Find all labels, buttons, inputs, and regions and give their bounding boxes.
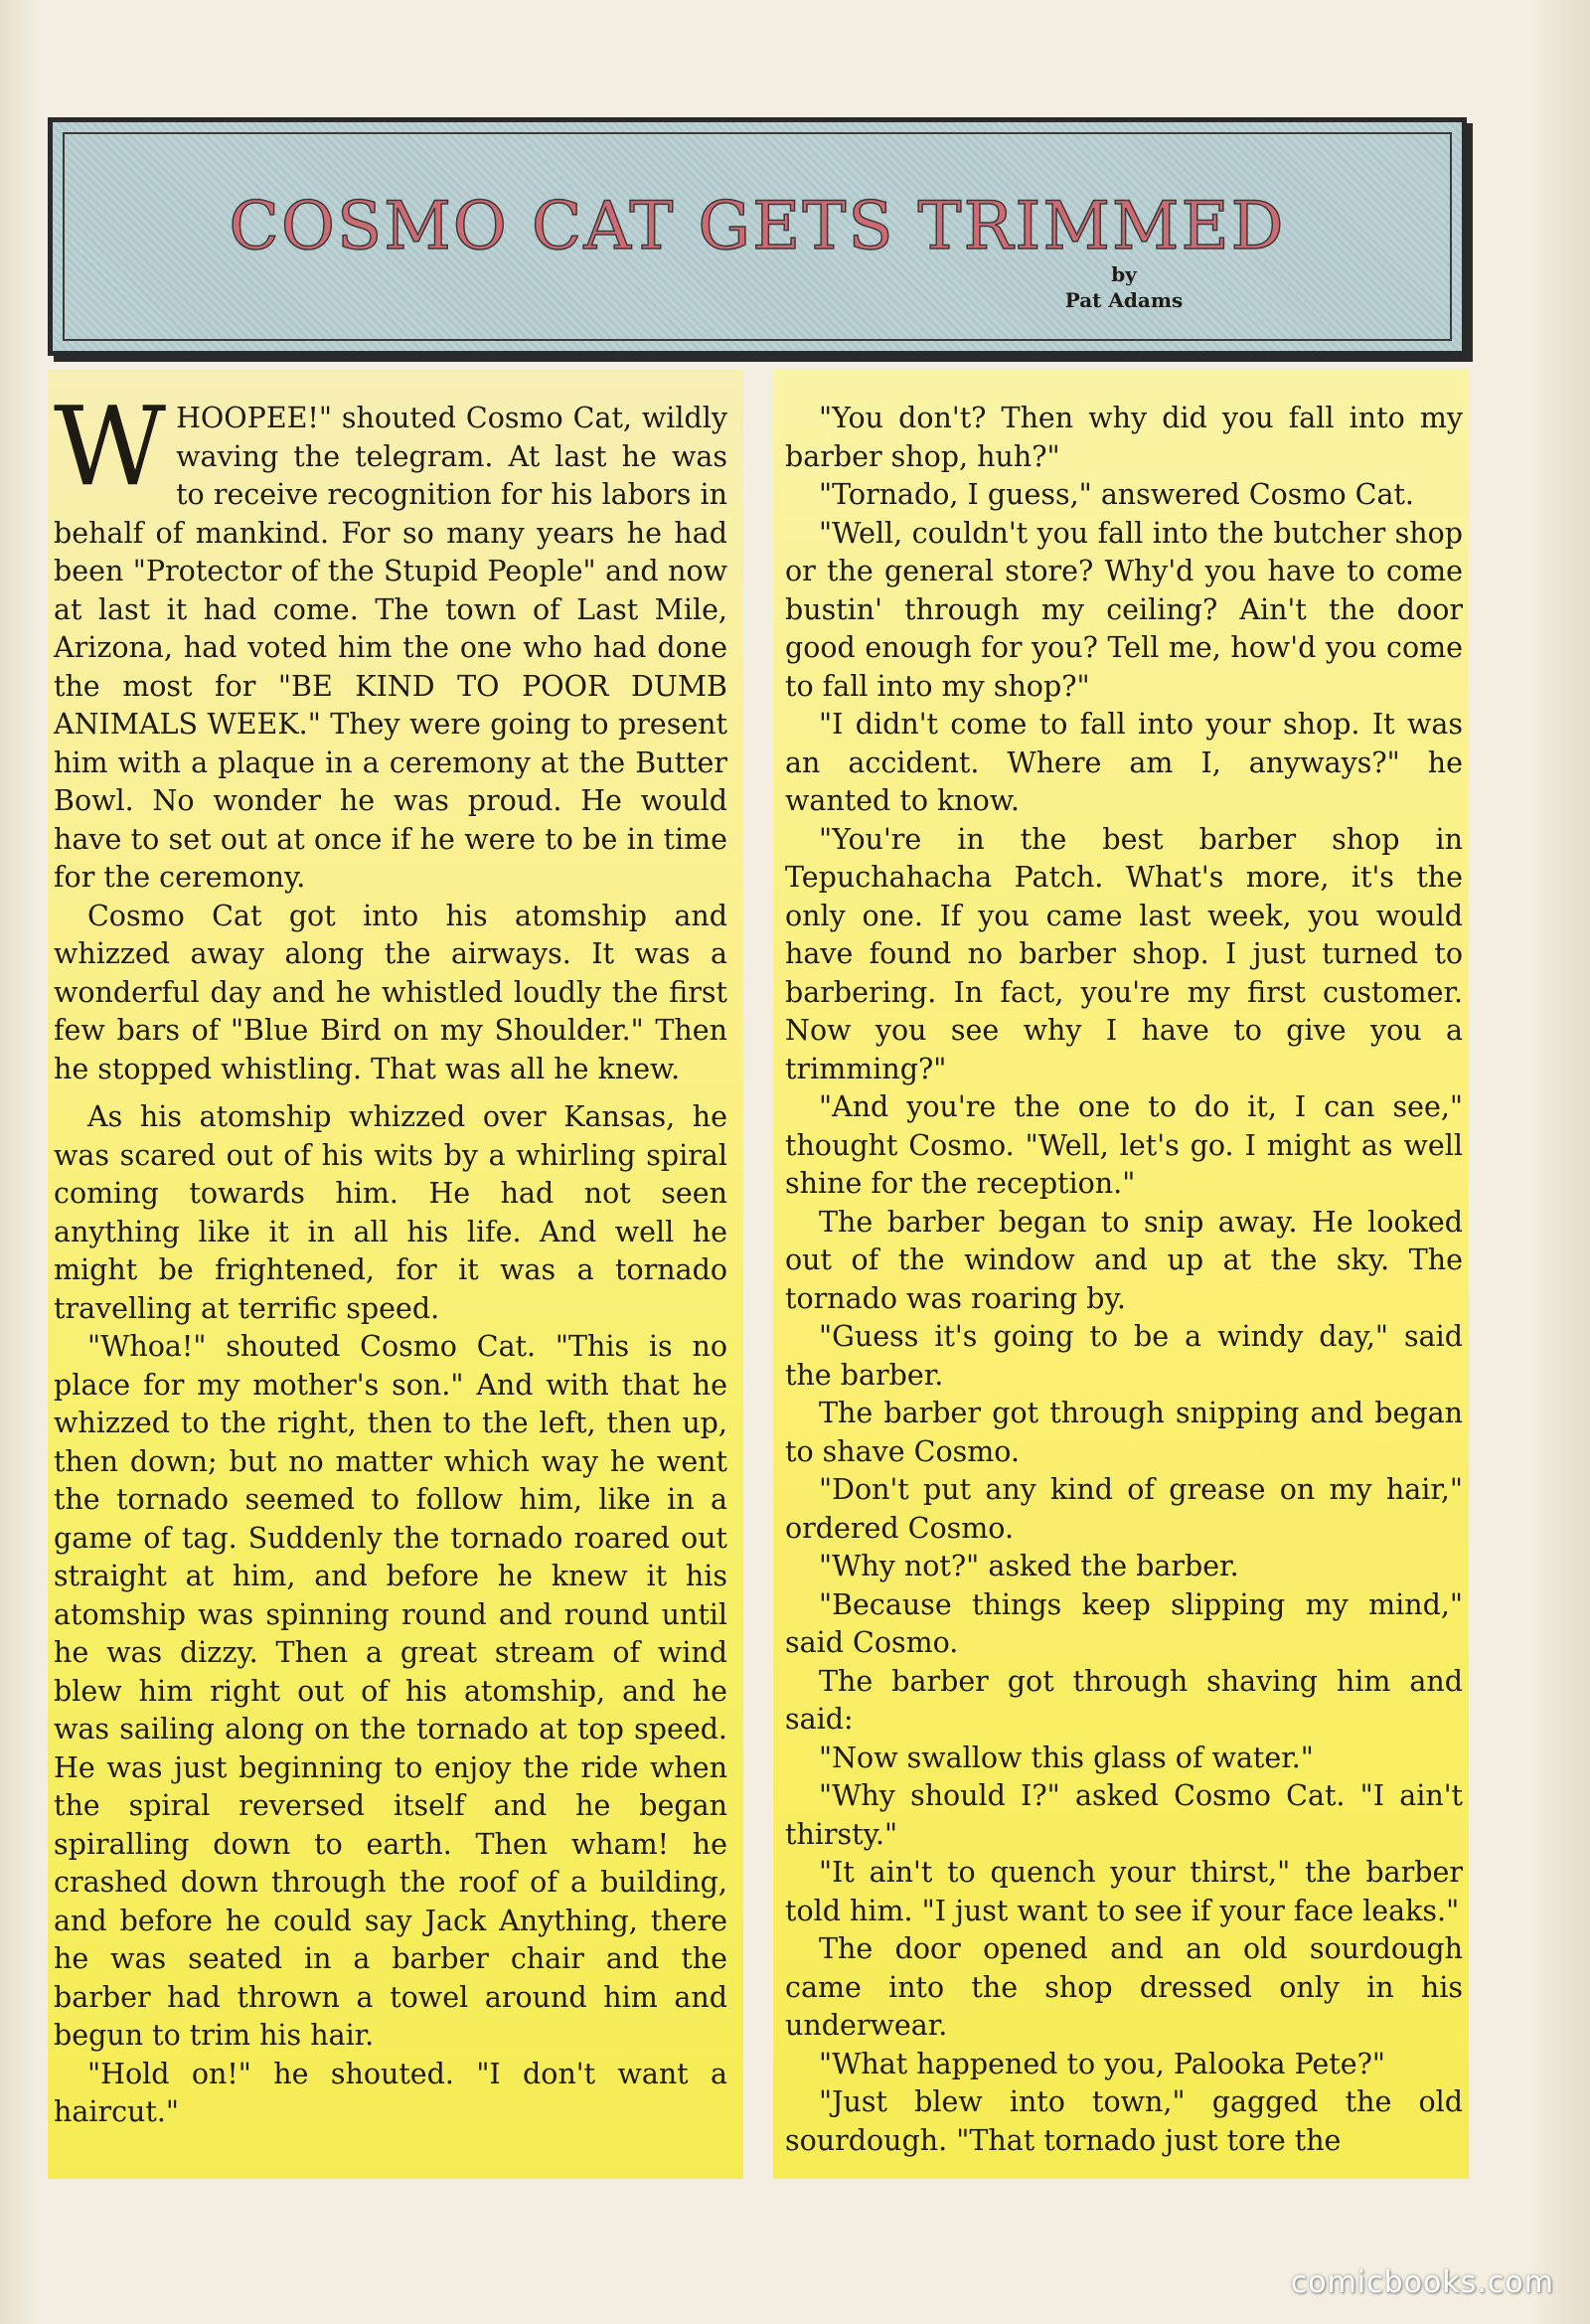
story-paragraph: "Tornado, I guess," answered Cosmo Cat. [819, 478, 1414, 511]
paragraph-text: HOOPEE!" shouted Cosmo Cat, wildly waving the telegram. At last he was to receive recognition for his labors in behalf of mankind. For so many years he had been "Protector of the Stupid People" and now at last it had come. The town of Last Mile, Arizona, had voted him the one who had done the most for "BE KIND TO POOR DUMB ANIMALS WEEK." They were going to present him with a plaque in a ceremony at the Butter Bowl. No wonder he was proud. He would have to set out at once if he were to be in time for the ceremony. [54, 402, 727, 894]
story-paragraph: "Why not?" asked the barber. [819, 1550, 1239, 1582]
story-paragraph: As his atomship whizzed over Kansas, he was scared out of his wits by a whirling spiral coming towards him. He had not seen anything like it in all his life. And well he might be frightened, for it was a tornado travelling at terrific speed. [54, 1100, 727, 1325]
story-paragraph: "Why should I?" asked Cosmo Cat. "I ain't thirsty." [785, 1779, 1463, 1851]
drop-cap: W [54, 383, 167, 510]
byline-author: Pat Adams [1064, 288, 1184, 312]
story-paragraph: "Guess it's going to be a windy day," said the barber. [785, 1320, 1463, 1392]
story-paragraph: "And you're the one to do it, I can see," thought Cosmo. "Well, let's go. I might as well shine for the reception." [785, 1090, 1463, 1200]
story-paragraph: "Just blew into town," gagged the old sourdough. "That tornado just tore the [785, 2085, 1463, 2157]
story-paragraph: Cosmo Cat got into his atomship and whizzed away along the airways. It was a wonderful day and he whistled loudly the first few bars of "Blue Bird on my Shoulder." Then he stopped whistling. That was all he knew. [54, 899, 727, 1085]
story-paragraph: "Now swallow this glass of water." [819, 1741, 1314, 1774]
story-column-left [48, 370, 743, 2179]
story-paragraph: "What happened to you, Palooka Pete?" [819, 2047, 1385, 2080]
story-paragraph: "Don't put any kind of grease on my hair," ordered Cosmo. [785, 1473, 1463, 1545]
watermark: comicbooks.com [1290, 2265, 1554, 2300]
story-paragraph: "Because things keep slipping my mind," said Cosmo. [785, 1587, 1463, 1659]
story-paragraph: "It ain't to quench your thirst," the barber told him. "I just want to see if your face leaks." [785, 1856, 1463, 1927]
story-paragraph: "You're in the best barber shop in Tepuchahacha Patch. What's more, it's the only one. If you came last week, you would have found no barber shop. I just turned to barbering. In fact, you're my first customer. Now you see why I have to give you a trimming?" [785, 822, 1463, 1085]
story-header [48, 117, 1467, 356]
story-paragraph: "Well, couldn't you fall into the butcher shop or the general store? Why'd you have to come bustin' through my ceiling? Ain't the door good enough for you? Tell me, how'd you come to fall into my shop?" [785, 516, 1463, 703]
story-paragraph: The door opened and an old sourdough came into the shop dressed only in his underwear. [785, 1932, 1463, 2042]
story-column-right [773, 370, 1469, 2179]
story-paragraph: The barber got through snipping and began to shave Cosmo. [785, 1397, 1463, 1468]
story-paragraph: The barber began to snip away. He looked out of the window and up at the sky. The tornado was roaring by. [785, 1205, 1463, 1315]
story-paragraph: "Hold on!" he shouted. "I don't want a haircut." [54, 2057, 727, 2128]
story-title: COSMO CAT GETS TRIMMED [229, 188, 1286, 264]
story-paragraph: "You don't? Then why did you fall into my barber shop, huh?" [785, 402, 1463, 473]
story-paragraph [54, 383, 727, 898]
story-paragraph: "I didn't come to fall into your shop. It was an accident. Where am I, anyways?" he wanted to know. [785, 708, 1463, 817]
byline-by: by [1111, 262, 1137, 286]
story-paragraph: The barber got through shaving him and said: [785, 1664, 1463, 1736]
story-paragraph: "Whoa!" shouted Cosmo Cat. "This is no place for my mother's son." And with that he whizzed to the right, then to the left, then up, then down; but no matter which way he went the tornado seemed to follow him, like in a game of tag. Suddenly the tornado roared out straight at him, and before he knew it his atomship was spinning round and round until he was dizzy. Then a great stream of wind blew him right out of his atomship, and he was sailing along on the tornado at top speed. He was just beginning to enjoy the ride when the spiral reversed itself and he began spiralling down to earth. Then wham! he crashed down through the roof of a building, and before he could say Jack Anything, there he was seated in a barber chair and the barber had thrown a towel around him and begun to trim his hair. [54, 1330, 727, 2052]
byline [1025, 261, 1223, 313]
